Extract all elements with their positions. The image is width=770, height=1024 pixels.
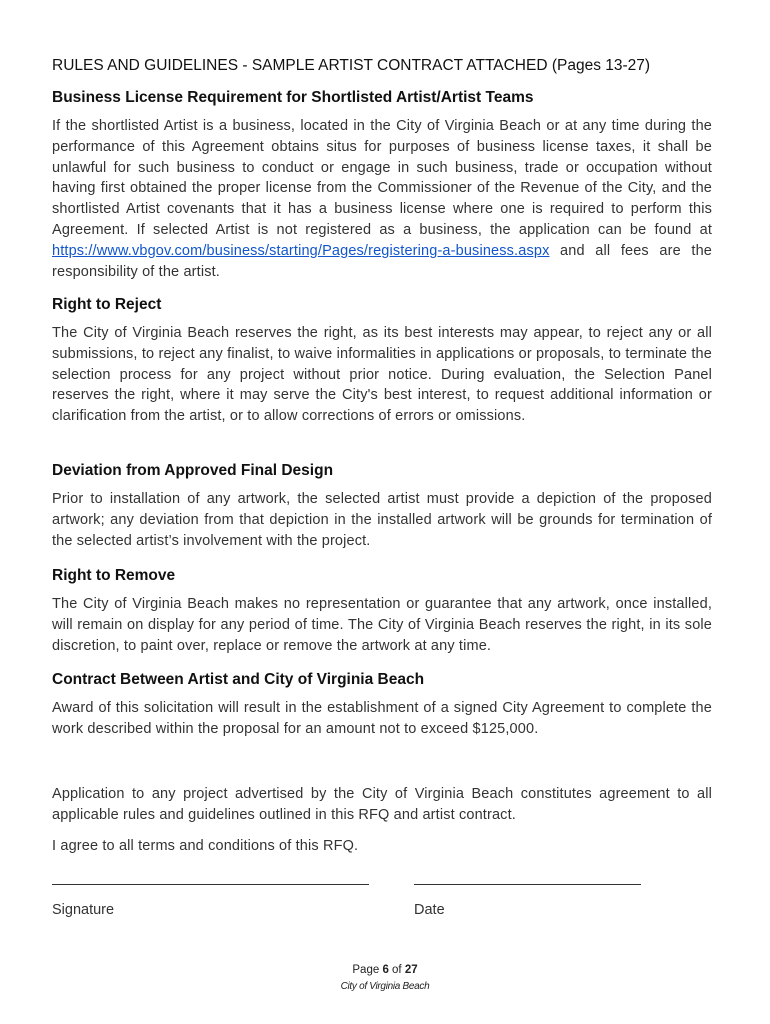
section-right-to-remove <box>52 567 712 656</box>
section-deviation <box>52 462 712 551</box>
section-business-license <box>52 89 712 282</box>
date-label: Date <box>414 902 445 918</box>
footer-organization: City of Virginia Beach <box>340 981 430 992</box>
page-number <box>0 964 770 976</box>
page-total: 27 <box>404 964 418 976</box>
page-current: 6 <box>382 964 389 976</box>
agree-statement: I agree to all terms and conditions of this RFQ. <box>52 838 359 854</box>
page-prefix: Page <box>352 964 383 976</box>
section-heading-contract: Contract Between Artist and City of Virginia Beach <box>52 671 425 688</box>
agreement-text: Application to any project advertised by the City of Virginia Beach constitutes agreement to all applicable rules and guidelines outlined in this RFQ and artist contract. <box>52 786 712 823</box>
section-right-to-reject <box>52 296 712 427</box>
agree-statement-block <box>52 836 712 857</box>
section-heading-right-to-remove: Right to Remove <box>52 567 176 584</box>
signature-line[interactable] <box>52 884 369 885</box>
business-registration-link[interactable]: https://www.vbgov.com/business/starting/Pages/registering-a-business.aspx <box>52 242 550 259</box>
section-heading-right-to-reject: Right to Reject <box>52 296 162 313</box>
agreement-block <box>52 784 712 826</box>
section-contract <box>52 671 712 740</box>
license-text-after-link: and all fees are the responsibility of the artist. <box>52 242 712 280</box>
section-text-deviation: Prior to installation of any artwork, the selected artist must provide a depiction of the proposed artwork; any deviation from that depiction in the installed artwork will be grounds for termination of the selected artist’s involvement with the project. <box>52 491 712 549</box>
document-title: RULES AND GUIDELINES - SAMPLE ARTIST CONTRACT ATTACHED (Pages 13-27) <box>52 57 651 74</box>
section-text-contract: Award of this solicitation will result in the establishment of a signed City Agreement to complete the work described within the proposal for an amount not to exceed $125,000. <box>52 700 712 737</box>
date-line[interactable] <box>414 884 641 885</box>
signature-label: Signature <box>52 902 115 918</box>
section-text-right-to-reject: The City of Virginia Beach reserves the right, as its best interests may appear, to reject any or all submissions, to reject any finalist, to waive informalities in applications or proposals, to terminate the selection process for any project without prior notice. During evaluation, the Selection Panel reserves the right, where it may serve the City's best interest, to request additional information or clarification from the artist, or to allow corrections of errors or omissions. <box>52 325 712 425</box>
page-of: of <box>388 964 405 976</box>
section-heading-business-license: Business License Requirement for Shortlisted Artist/Artist Teams <box>52 89 534 106</box>
section-text-business-license <box>52 116 712 282</box>
section-text-right-to-remove: The City of Virginia Beach makes no representation or guarantee that any artwork, once installed, will remain on display for any period of time. The City of Virginia Beach reserves the right, in its sole discretion, to paint over, replace or remove the artwork at any time. <box>52 596 712 654</box>
section-heading-deviation: Deviation from Approved Final Design <box>52 462 334 479</box>
license-text-before-link: If the shortlisted Artist is a business, located in the City of Virginia Beach or at any time during the performance of this Agreement obtains situs for purposes of business license taxes, it shall be unlawful for such business to conduct or engage in such business, trade or occupation without having first obtained the proper license from the Commissioner of the Revenue of the City, and the shortlisted Artist covenants that it has a business license where one is required to perform this Agreement. If selected Artist is not registered as a business, the application can be found at <box>52 118 712 238</box>
